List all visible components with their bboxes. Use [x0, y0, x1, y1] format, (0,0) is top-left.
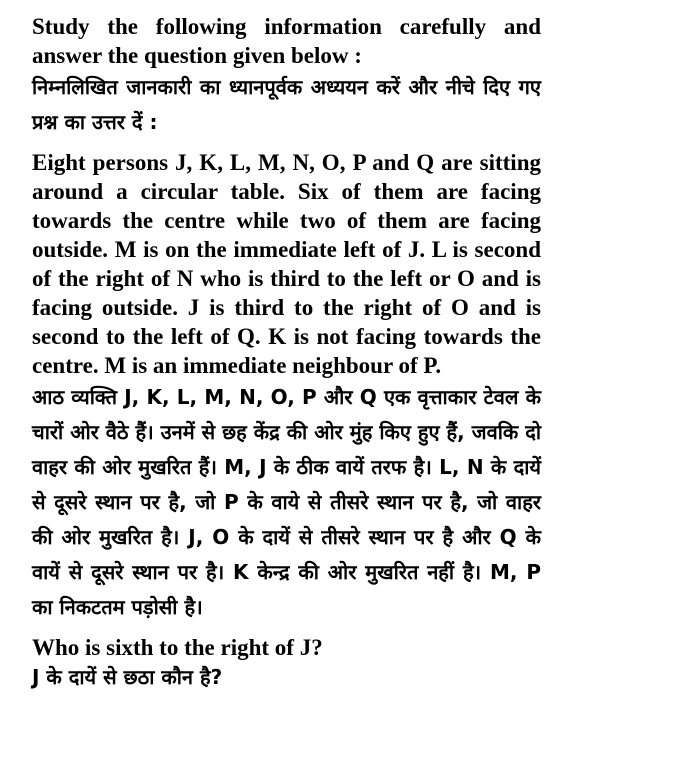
instruction-english: Study the following information carefully and answer the question given below :	[32, 14, 541, 68]
passage-hindi: आठ व्यक्ति J, K, L, M, N, O, P और Q एक वृत्ताकार टेवल के चारों ओर वैठे हैं। उनमें से छह केंद्र की ओर मुंह किए हुए हैं, जवकि दो वाहर की ओर मुखरित हैं। M, J के ठीक वायें तरफ है। L, N के दायें से दूसरे स्थान पर है, जो P के वाये से तीसरे स्थान पर है, जो वाहर की ओर मुखरित है। J, O के दायें से तीसरे स्थान पर है और Q के वायें से दूसरे स्थान पर है। K केन्द्र की ओर मुखरित नहीं है। M, P का निकटतम पड़ोसी है।	[32, 385, 541, 619]
question-english: Who is sixth to the right of J?	[32, 635, 323, 660]
question-hindi: J के दायें से छठा कौन है?	[32, 665, 223, 689]
passage-english: Eight persons J, K, L, M, N, O, P and Q are sitting around a circular table. Six of them are facing towards the centre while two of them are facing outside. M is on the immediate left of J. L is second of the right of N who is third to the left or O and is facing outside. J is third to the right of O and is second to the left of Q. K is not facing towards the centre. M is an immediate neighbour of P.	[32, 150, 541, 378]
instruction-hindi: निम्नलिखित जानकारी का ध्यानपूर्वक अध्ययन करें और नीचे दिए गए प्रश्न का उत्तर दें :	[32, 75, 541, 134]
